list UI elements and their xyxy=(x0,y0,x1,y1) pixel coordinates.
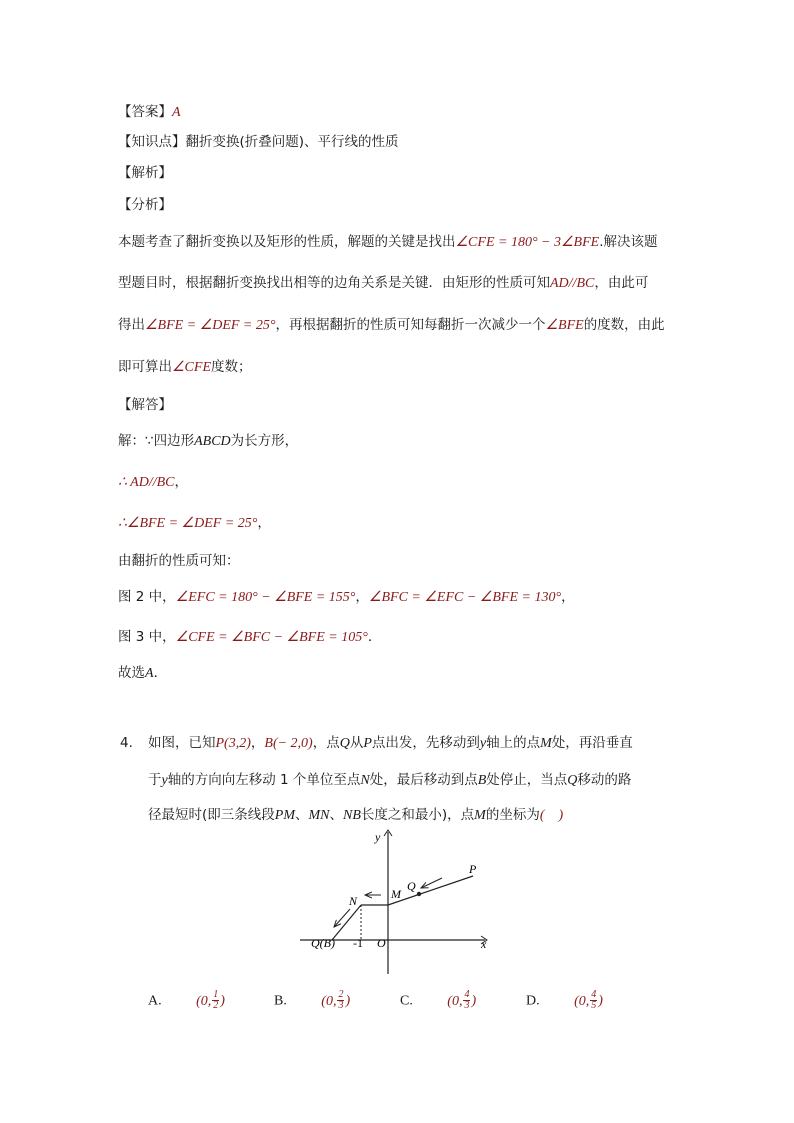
question-math: P xyxy=(363,736,372,751)
option-d[interactable] xyxy=(526,990,603,1011)
answer-line xyxy=(118,103,181,122)
question-math: PM xyxy=(274,808,295,823)
analysis-text: 度数； xyxy=(211,359,252,375)
analysis-text: 本题考查了翻折变换以及矩形的性质，解题的关键是找出 xyxy=(118,234,456,250)
question-math: B xyxy=(477,773,487,788)
option-fraction xyxy=(212,990,219,1011)
question-text: 于 xyxy=(148,772,162,788)
solution-math: ∴ AD//BC xyxy=(118,475,175,490)
option-label: C. xyxy=(400,993,413,1009)
question-text: 点出发，先移动到 xyxy=(371,735,480,751)
solution-text: ， xyxy=(174,474,188,490)
question-text: ， xyxy=(250,735,265,751)
analysis-math: AD//BC xyxy=(550,276,595,291)
analysis-text: 得出 xyxy=(118,317,145,333)
option-suffix: ) xyxy=(345,993,351,1009)
analysis-line-4 xyxy=(118,358,252,377)
fraction-denominator: 3 xyxy=(464,1000,470,1011)
option-prefix: (0, xyxy=(321,993,337,1009)
fraction-denominator: 2 xyxy=(213,1000,219,1011)
arrow-pm-icon xyxy=(421,878,442,888)
option-label: A. xyxy=(148,993,162,1009)
option-suffix: ) xyxy=(598,993,603,1009)
solution-text: 图 3 中， xyxy=(118,629,176,645)
solution-text: 解：∵四边形 xyxy=(118,433,195,449)
question-text: 、 xyxy=(329,807,343,823)
solution-text: ， xyxy=(355,589,369,605)
option-label: D. xyxy=(526,993,540,1009)
jiexi-label: 【解析】 xyxy=(118,165,172,181)
solution-math: A xyxy=(145,666,154,681)
label-qb: Q(B) xyxy=(311,936,335,950)
fraction-numerator: 2 xyxy=(338,989,344,1000)
solution-line-6 xyxy=(118,628,381,647)
question-text: 径最短时(即三条线段 xyxy=(148,807,275,823)
analysis-text: .解决该题 xyxy=(599,234,658,250)
label-m: M xyxy=(391,887,401,901)
solution-line-2 xyxy=(118,473,188,492)
analysis-text: ，再根据翻折的性质可知每翻折一次减少一个 xyxy=(275,317,546,333)
solution-math: ∠BFC = ∠EFC − ∠BFE = 130° xyxy=(368,590,562,605)
arrow-nb-icon xyxy=(334,909,350,927)
question-math: NB xyxy=(343,808,361,823)
question-text: 的坐标为 xyxy=(485,807,540,823)
option-prefix: (0, xyxy=(574,993,590,1009)
option-prefix: (0, xyxy=(196,993,212,1009)
label-origin: O xyxy=(377,936,386,950)
solution-math: ∠CFE = ∠BFC − ∠BFE = 105° xyxy=(175,630,368,645)
label-n: N xyxy=(349,894,358,908)
analysis-text: 型题目时，根据翻折变换找出相等的边角关系是关键．由矩形的性质可知 xyxy=(118,275,550,291)
question-math: Q xyxy=(339,736,350,751)
analysis-line-1 xyxy=(118,233,658,252)
solution-text: 图 2 中， xyxy=(118,589,176,605)
question-math: M xyxy=(474,808,486,823)
point-q xyxy=(417,892,421,896)
solution-math: ∴∠BFE = ∠DEF = 25° xyxy=(118,516,258,531)
analysis-math: ∠BFE xyxy=(545,318,584,333)
answer-label: 【答案】 xyxy=(118,104,172,120)
analysis-math: ∠CFE = 180° − 3∠BFE xyxy=(455,235,600,250)
solution-line-5 xyxy=(118,588,575,607)
solution-line-1 xyxy=(118,432,298,451)
question-math: M xyxy=(540,736,552,751)
solution-math: ∠EFC = 180° − ∠BFE = 155° xyxy=(175,590,356,605)
question-math: B(− 2,0) xyxy=(264,736,313,751)
label-q: Q xyxy=(407,879,416,893)
option-label: B. xyxy=(274,993,287,1009)
coordinate-figure xyxy=(295,826,495,976)
question-math: y xyxy=(161,773,168,788)
question-text: 轴的方向向左移动 1 个单位至点 xyxy=(167,772,361,788)
option-prefix: (0, xyxy=(447,993,463,1009)
option-fraction xyxy=(590,990,597,1011)
fraction-numerator: 4 xyxy=(591,989,597,1000)
question-math: ( ) xyxy=(539,808,564,823)
question-math: MN xyxy=(308,808,330,823)
option-a[interactable] xyxy=(148,990,225,1011)
option-fraction xyxy=(463,990,470,1011)
question-text: 处，再沿垂直 xyxy=(551,735,633,751)
question-text: 移动的路 xyxy=(577,772,632,788)
solution-line-7 xyxy=(118,664,167,683)
option-suffix: ) xyxy=(471,993,477,1009)
fraction-denominator: 3 xyxy=(338,1000,344,1011)
solution-text: 故选 xyxy=(118,665,145,681)
y-label: y xyxy=(375,830,381,844)
label-neg1: -1 xyxy=(353,936,363,950)
question-text: 长度之和最小)，点 xyxy=(360,807,475,823)
question-text: ，点 xyxy=(312,735,340,751)
analysis-math: ∠CFE xyxy=(172,360,211,375)
question-text: 处，最后移动到点 xyxy=(369,772,478,788)
knowledge-line xyxy=(118,133,399,151)
question-text: 、 xyxy=(295,807,309,823)
answer-value: A xyxy=(172,105,181,120)
knowledge-label: 【知识点】 xyxy=(118,134,186,150)
question-math: y xyxy=(479,736,487,751)
option-fraction xyxy=(337,990,344,1011)
question-text: 轴上的点 xyxy=(486,735,541,751)
analysis-math: ∠BFE = ∠DEF = 25° xyxy=(145,318,276,333)
fraction-numerator: 4 xyxy=(464,989,470,1000)
solution-text: ， xyxy=(561,589,575,605)
solution-text: ， xyxy=(257,515,271,531)
question-math: Q xyxy=(567,773,578,788)
solution-math: ABCD xyxy=(194,434,231,449)
fraction-numerator: 1 xyxy=(213,989,219,1000)
solution-line-4: 由翻折的性质可知： xyxy=(118,553,240,569)
option-b[interactable] xyxy=(274,990,350,1011)
label-p: P xyxy=(469,862,477,876)
fenxi-label: 【分析】 xyxy=(118,197,172,213)
question-number: 4. xyxy=(120,735,133,751)
question-text: 处停止，当点 xyxy=(486,772,568,788)
solution-text: 为长方形， xyxy=(230,433,299,449)
question-line-2 xyxy=(148,771,631,790)
question-text: 如图，已知 xyxy=(148,735,216,751)
fraction-denominator: 5 xyxy=(591,1000,597,1011)
x-label: x xyxy=(481,937,487,951)
question-text: 从 xyxy=(349,735,364,751)
segment-nb xyxy=(332,905,361,940)
question-math: P(3,2) xyxy=(215,736,251,751)
option-c[interactable] xyxy=(400,990,476,1011)
analysis-line-3 xyxy=(118,316,665,335)
solution-line-3 xyxy=(118,514,271,533)
analysis-text: ，由此可 xyxy=(594,275,649,291)
question-math: N xyxy=(360,773,370,788)
analysis-text: 的度数，由此 xyxy=(583,317,665,333)
question-line-3 xyxy=(148,806,563,825)
solution-text: ． xyxy=(367,629,382,645)
analysis-line-2 xyxy=(118,274,648,293)
knowledge-text: 翻折变换(折叠问题)、平行线的性质 xyxy=(185,134,399,150)
solution-text: ． xyxy=(153,665,168,681)
analysis-text: 即可算出 xyxy=(118,359,172,375)
option-suffix: ) xyxy=(220,993,225,1009)
jieda-label: 【解答】 xyxy=(118,397,172,413)
question-line-1 xyxy=(148,734,633,753)
